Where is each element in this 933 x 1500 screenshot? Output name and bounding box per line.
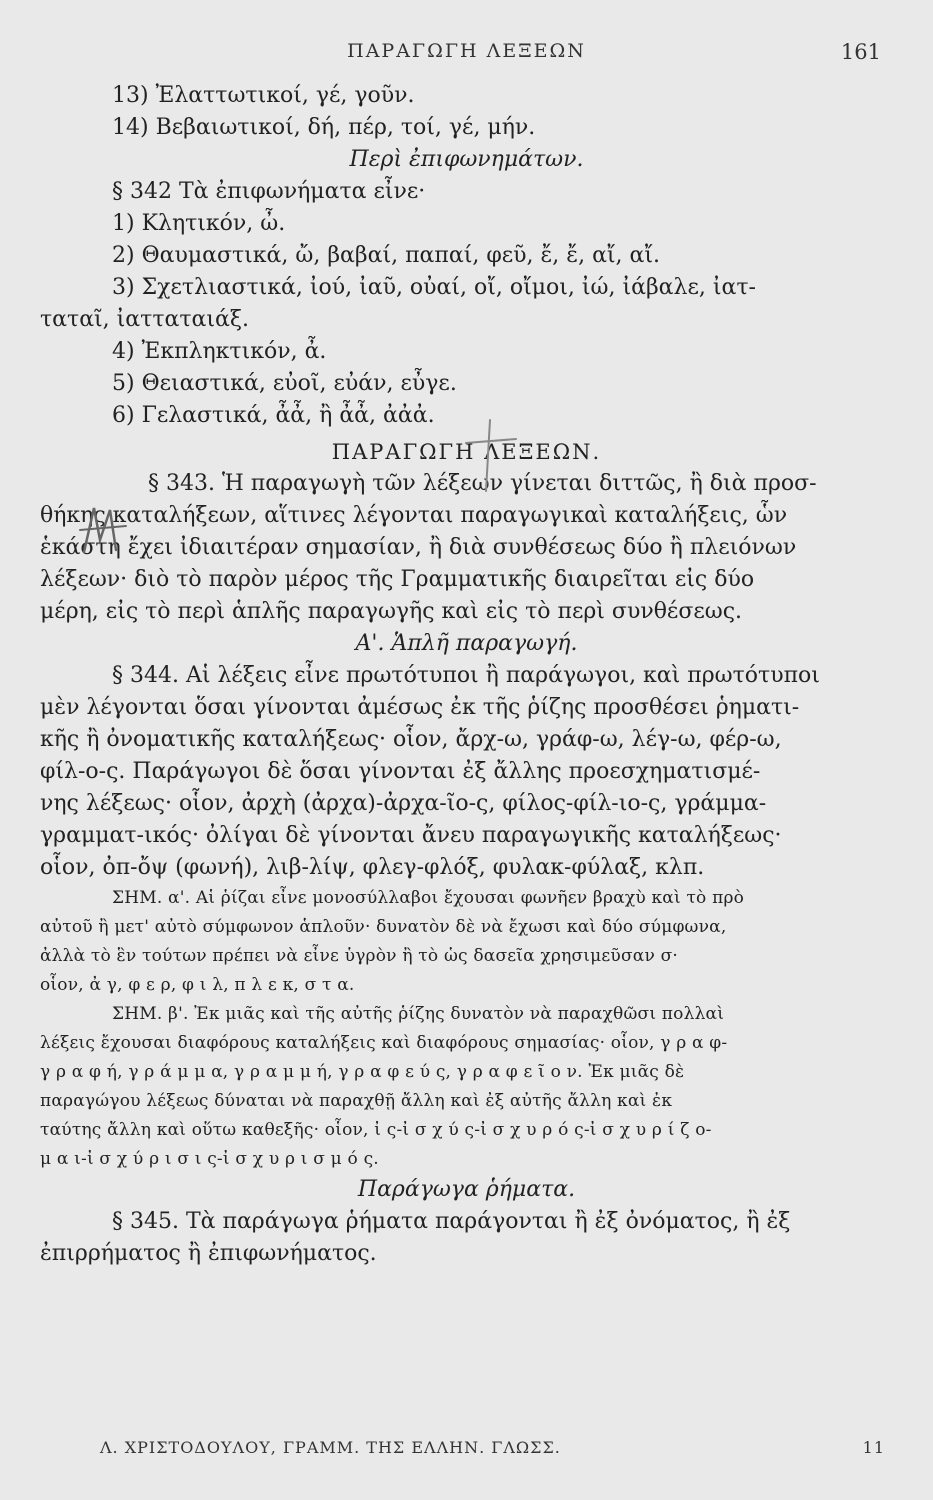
section-heading-simple-derivation: Α'. Ἁπλῆ παραγωγή.	[355, 631, 578, 656]
list-continuation	[40, 80, 893, 144]
publisher-line: Λ. ΧΡΙΣΤΟΔΟΥΛΟΥ, ΓΡΑΜΜ. ΤΗΣ ΕΛΛΗΝ. ΓΛΩΣΣ.	[100, 1438, 561, 1457]
list-item: 3) Σχετλιαστικά, ἰού, ἰαῦ, οὐαί, οἴ, οἴμοι, ἰώ, ἰάβαλε, ἰατ-	[112, 275, 756, 300]
note-line: αὐτοῦ ἢ μετ' αὐτὸ σύμφωνον ἁπλοῦν· δυνατὸν δὲ νὰ ἔχωσι καὶ δύο σύμφωνα,	[40, 917, 727, 937]
note-line: ἀλλὰ τὸ ἓν τούτων πρέπει νὰ εἶνε ὑγρὸν ἢ τὸ ὡς δασεῖα χρησιμεῦσαν σ·	[40, 946, 678, 966]
page-footer	[100, 1438, 885, 1457]
text-line: ἐπιρρήματος ἢ ἐπιφωνήματος.	[40, 1241, 377, 1266]
pencil-cross-icon	[460, 415, 520, 495]
text-line: γραμματ-ικός· ὀλίγαι δὲ γίνονται ἄνευ παραγωγικῆς καταλήξεως·	[40, 823, 782, 848]
note-line: μ α ι-ἰ σ χ ύ ρ ι σ ι ς-ἰ σ χ υ ρ ι σ μ ό ς.	[40, 1149, 379, 1169]
note-line: ταύτης ἄλλη καὶ οὕτω καθεξῆς· οἷον, ἰ ς-ἰ σ χ ύ ς-ἰ σ χ υ ρ ό ς-ἰ σ χ υ ρ ί ζ ο-	[40, 1120, 712, 1140]
list-item: 14) Βεβαιωτικοί, δή, πέρ, τοί, γέ, μήν.	[112, 115, 536, 140]
note-line: οἷον, ἀ γ, φ ε ρ, φ ι λ, π λ ε κ, σ τ α.	[40, 975, 355, 995]
section-heading-derived-verbs: Παράγωγα ῥήματα.	[357, 1177, 576, 1202]
paragraph-342: § 342 Τὰ ἐπιφωνήματα εἶνε·	[112, 179, 426, 204]
text-line: θήκης καταλήξεων, αἵτινες λέγονται παραγωγικαὶ καταλήξεις, ὧν	[40, 503, 788, 528]
page-header	[40, 40, 893, 80]
note-line: παραγώγου λέξεως δύναται νὰ παραχθῇ ἄλλη καὶ ἐξ αὐτῆς ἄλλη καὶ ἐκ	[40, 1091, 673, 1111]
chapter-heading: ΠΑΡΑΓΩΓΗ ΛΕΞΕΩΝ.	[331, 440, 602, 464]
paragraph-344	[40, 660, 893, 884]
handwritten-mark-icon	[76, 500, 136, 560]
note-line: ΣΗΜ. β'. Ἐκ μιᾶς καὶ τῆς αὐτῆς ῥίζης δυνατὸν νὰ παραχθῶσι πολλαὶ	[112, 1004, 725, 1024]
list-item: 4) Ἐκπληκτικόν, ἆ.	[112, 339, 327, 364]
section-heading-interjections: Περὶ ἐπιφωνημάτων.	[349, 147, 584, 172]
list-item-continuation: ταταῖ, ἰατταταιάξ.	[40, 307, 249, 332]
text-line: § 344. Αἱ λέξεις εἶνε πρωτότυποι ἢ παράγωγοι, καὶ πρωτότυποι	[112, 663, 820, 688]
interjection-list	[40, 208, 893, 432]
note-beta	[40, 1000, 893, 1174]
note-line: ΣΗΜ. α'. Αἱ ῥίζαι εἶνε μονοσύλλαβοι ἔχουσαι φωνῆεν βραχὺ καὶ τὸ πρὸ	[112, 888, 745, 908]
text-line: μὲν λέγονται ὅσαι γίνονται ἀμέσως ἐκ τῆς ῥίζης προσθέσει ῥηματι-	[40, 695, 800, 720]
printer-signature: 11	[862, 1438, 885, 1457]
list-item: 6) Γελαστικά, ἆἆ, ἢ ἆἆ, ἀἀἀ.	[112, 403, 435, 428]
text-line: οἷον, ὀπ-ὄψ (φωνή), λιβ-λίψ, φλεγ-φλόξ, φυλακ-φύλαξ, κλπ.	[40, 855, 705, 880]
text-line: λέξεων· διὸ τὸ παρὸν μέρος τῆς Γραμματικῆς διαιρεῖται εἰς δύο	[40, 567, 755, 592]
text-line: § 343. Ἡ παραγωγὴ τῶν λέξεων γίνεται διττῶς, ἢ διὰ προσ-	[148, 471, 817, 496]
list-item: 2) Θαυμαστικά, ὤ, βαβαί, παπαί, φεῦ, ἔ, ἔ, αἴ, αἴ.	[112, 243, 661, 268]
text-line: φίλ-ο-ς. Παράγωγοι δὲ ὅσαι γίνονται ἐξ ἄλλης προεσχηματισμέ-	[40, 759, 761, 784]
note-alpha	[40, 884, 893, 1000]
text-line: κῆς ἢ ὀνοματικῆς καταλήξεως· οἷον, ἄρχ-ω, γράφ-ω, λέγ-ω, φέρ-ω,	[40, 727, 782, 752]
text-line: § 345. Τὰ παράγωγα ῥήματα παράγονται ἢ ἐξ ὀνόματος, ἢ ἐξ	[112, 1209, 791, 1234]
running-title: ΠΑΡΑΓΩΓΗ ΛΕΞΕΩΝ	[347, 40, 586, 62]
list-item: 5) Θειαστικά, εὐοῖ, εὐάν, εὖγε.	[112, 371, 457, 396]
note-line: λέξεις ἔχουσαι διαφόρους καταλήξεις καὶ διαφόρους σημασίας· οἷον, γ ρ α φ-	[40, 1033, 728, 1053]
text-line: μέρη, εἰς τὸ περὶ ἁπλῆς παραγωγῆς καὶ εἰς τὸ περὶ συνθέσεως.	[40, 599, 743, 624]
note-line: γ ρ α φ ή, γ ρ ά μ μ α, γ ρ α μ μ ή, γ ρ α φ ε ύ ς, γ ρ α φ ε ῖ ο ν. Ἐκ μιᾶς δὲ	[40, 1062, 685, 1082]
list-item: 1) Κλητικόν, ὦ.	[112, 211, 286, 236]
list-item: 13) Ἐλαττωτικοί, γέ, γοῦν.	[112, 83, 415, 108]
text-line: ἑκάστη ἔχει ἰδιαιτέραν σημασίαν, ἢ διὰ συνθέσεως δύο ἢ πλειόνων	[40, 535, 797, 560]
page-number: 161	[840, 40, 881, 64]
paragraph-345	[40, 1206, 893, 1270]
text-line: νης λέξεως· οἷον, ἀρχὴ (ἀρχα)-ἀρχα-ῖο-ς, φίλος-φίλ-ιο-ς, γράμμα-	[40, 791, 767, 816]
